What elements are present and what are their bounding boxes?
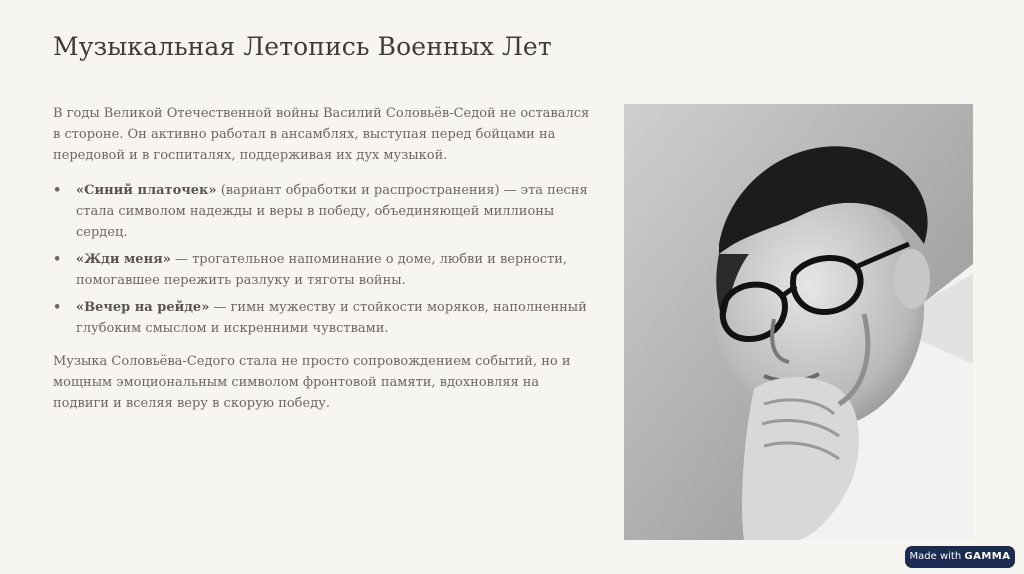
song-title: «Вечер на рейде» — [76, 300, 210, 315]
portrait-photo — [624, 104, 973, 540]
list-item — [53, 180, 598, 243]
slide-title: Музыкальная Летопись Военных Лет — [53, 32, 552, 61]
song-description: (вариант обработки и распространения) — эта песня стала символом надежды и веры в победу, объединяющей миллионы сердец. — [76, 183, 588, 240]
bullet-marker: • — [53, 300, 62, 315]
badge-prefix: Made with — [909, 551, 965, 562]
slide-content — [53, 103, 598, 414]
bullet-marker: • — [53, 252, 62, 267]
song-title: «Жди меня» — [76, 252, 171, 267]
song-description: — трогательное напоминание о доме, любви и верности, помогавшее пережить разлуку и тяготы войны. — [76, 252, 568, 288]
made-with-gamma-badge[interactable] — [905, 546, 1015, 568]
song-description: — гимн мужеству и стойкости моряков, наполненный глубоким смыслом и искренними чувствами. — [76, 300, 587, 336]
song-title: «Синий платочек» — [76, 183, 217, 198]
intro-paragraph: В годы Великой Отечественной войны Василий Соловьёв-Седой не оставался в стороне. Он активно работал в ансамблях, выступая перед бойцами на передовой и в госпиталях, поддерживая их дух музыкой. — [53, 106, 590, 163]
conclusion-paragraph: Музыка Соловьёва-Седого стала не просто сопровождением событий, но и мощным эмоциональным символом фронтовой памяти, вдохновляя на подвиги и вселяя веру в скорую победу. — [53, 354, 571, 411]
list-item — [53, 297, 598, 339]
song-list — [53, 180, 598, 339]
gamma-logo: GAMMA — [964, 551, 1011, 562]
bullet-marker: • — [53, 183, 62, 198]
portrait-illustration — [624, 104, 973, 540]
list-item — [53, 249, 598, 291]
